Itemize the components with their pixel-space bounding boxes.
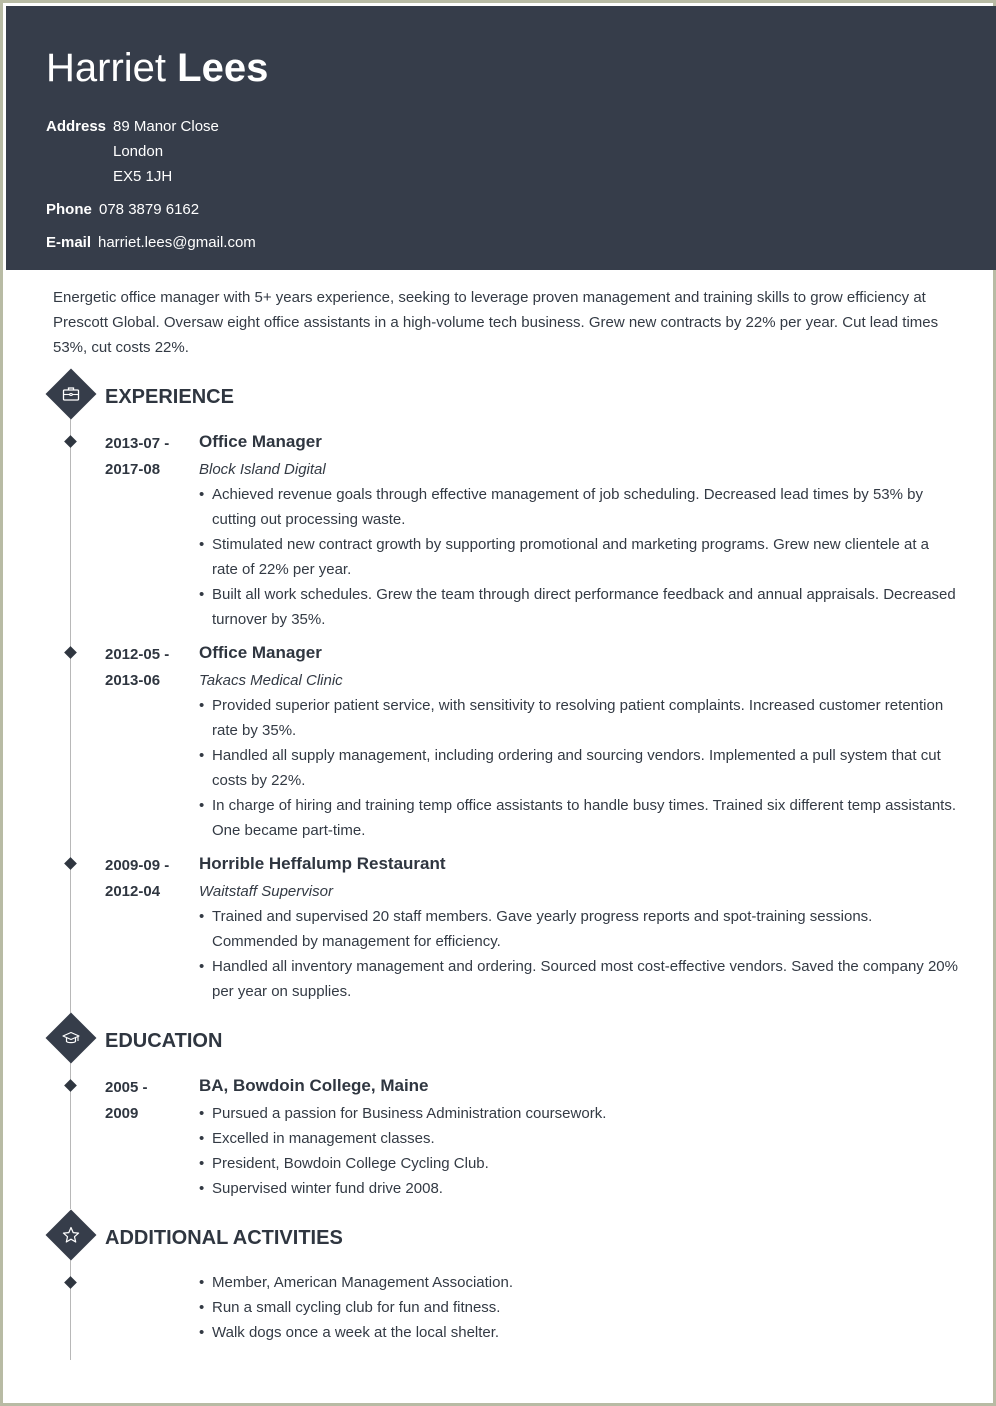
resume-header [6,6,996,270]
list-item: • Walk dogs once a week at the local shelter. [199,1320,959,1345]
list-item: • Handled all inventory management and ordering. Sourced most cost-effective vendors. Saved the company 20% per year on supplies. [199,954,959,1004]
timeline-marker [64,857,77,870]
job-date-range: 2013-07 - 2017-08 [105,435,170,478]
phone-value: 078 3879 6162 [99,201,200,218]
education-heading: EDUCATION [105,1030,223,1052]
briefcase-icon [62,385,80,403]
job-company: Takacs Medical Clinic [199,672,343,689]
list-item: • Run a small cycling club for fun and fitness. [199,1295,959,1320]
activities-section-icon [46,1210,97,1261]
list-item: • Pursued a passion for Business Administration coursework. [199,1101,959,1126]
address-label: Address [46,118,107,135]
education-section-icon [46,1013,97,1064]
list-item: • Member, American Management Association. [199,1270,959,1295]
graduation-cap-icon [62,1029,80,1047]
timeline-marker [64,646,77,659]
list-item: • In charge of hiring and training temp office assistants to handle busy times. Trained six different temp assistants. One became part-time. [199,793,959,843]
timeline-marker [64,435,77,448]
timeline-marker [64,1276,77,1289]
timeline-marker [64,1079,77,1092]
job-date-range: 2009-09 - 2012-04 [105,857,170,900]
experience-timeline-line [70,413,71,1013]
address-line: 89 Manor Close [113,118,219,135]
list-item: • Stimulated new contract growth by supporting promotional and marketing programs. Grew new clientele at a rate of 22% per year. [199,532,959,582]
job-bullets [199,482,959,632]
list-item: • Supervised winter fund drive 2008. [199,1176,959,1201]
address-line: EX5 1JH [113,168,173,185]
list-item: • Trained and supervised 20 staff members. Gave yearly progress reports and spot-training sessions. Commended by management for efficiency. [199,904,959,954]
email-value[interactable]: harriet.lees@gmail.com [98,234,256,251]
job-company: Block Island Digital [199,461,326,478]
list-item: • President, Bowdoin College Cycling Club. [199,1151,959,1176]
job-company: Waitstaff Supervisor [199,883,333,900]
education-bullets [199,1101,959,1201]
list-item: • Achieved revenue goals through effective management of job scheduling. Decreased lead times by 53% by cutting out processing waste. [199,482,959,532]
list-item: • Built all work schedules. Grew the team through direct performance feedback and annual appraisals. Decreased turnover by 35%. [199,582,959,632]
job-date-range: 2012-05 - 2013-06 [105,646,170,689]
education-date-range: 2005 - 2009 [105,1079,148,1122]
experience-heading: EXPERIENCE [105,386,234,408]
list-item: • Handled all supply management, including ordering and sourcing vendors. Implemented a pull system that cut costs by 22%. [199,743,959,793]
profile-summary: Energetic office manager with 5+ years experience, seeking to leverage proven management and training skills to grow efficiency at Prescott Global. Oversaw eight office assistants in a high-volume tech business. Grew new contracts by 22% per year. Cut lead times 53%, cut costs 22%. [53,289,939,356]
activities-timeline-line [70,1254,71,1360]
address-line: London [113,143,164,160]
list-item: • Excelled in management classes. [199,1126,959,1151]
job-bullets [199,693,959,843]
job-bullets [199,904,959,1004]
candidate-name: Harriet Lees [46,46,269,90]
list-item: • Provided superior patient service, with sensitivity to resolving patient complaints. Increased customer retention rate by 35%. [199,693,959,743]
star-icon [62,1226,80,1244]
education-degree: BA, Bowdoin College, Maine [199,1076,429,1095]
activities-bullets [199,1270,959,1345]
job-title: Horrible Heffalump Restaurant [199,854,446,873]
email-label: E-mail [46,234,92,251]
phone-label: Phone [46,201,92,218]
job-title: Office Manager [199,432,322,451]
activities-heading: ADDITIONAL ACTIVITIES [105,1227,343,1249]
experience-section-icon [46,369,97,420]
job-title: Office Manager [199,643,322,662]
